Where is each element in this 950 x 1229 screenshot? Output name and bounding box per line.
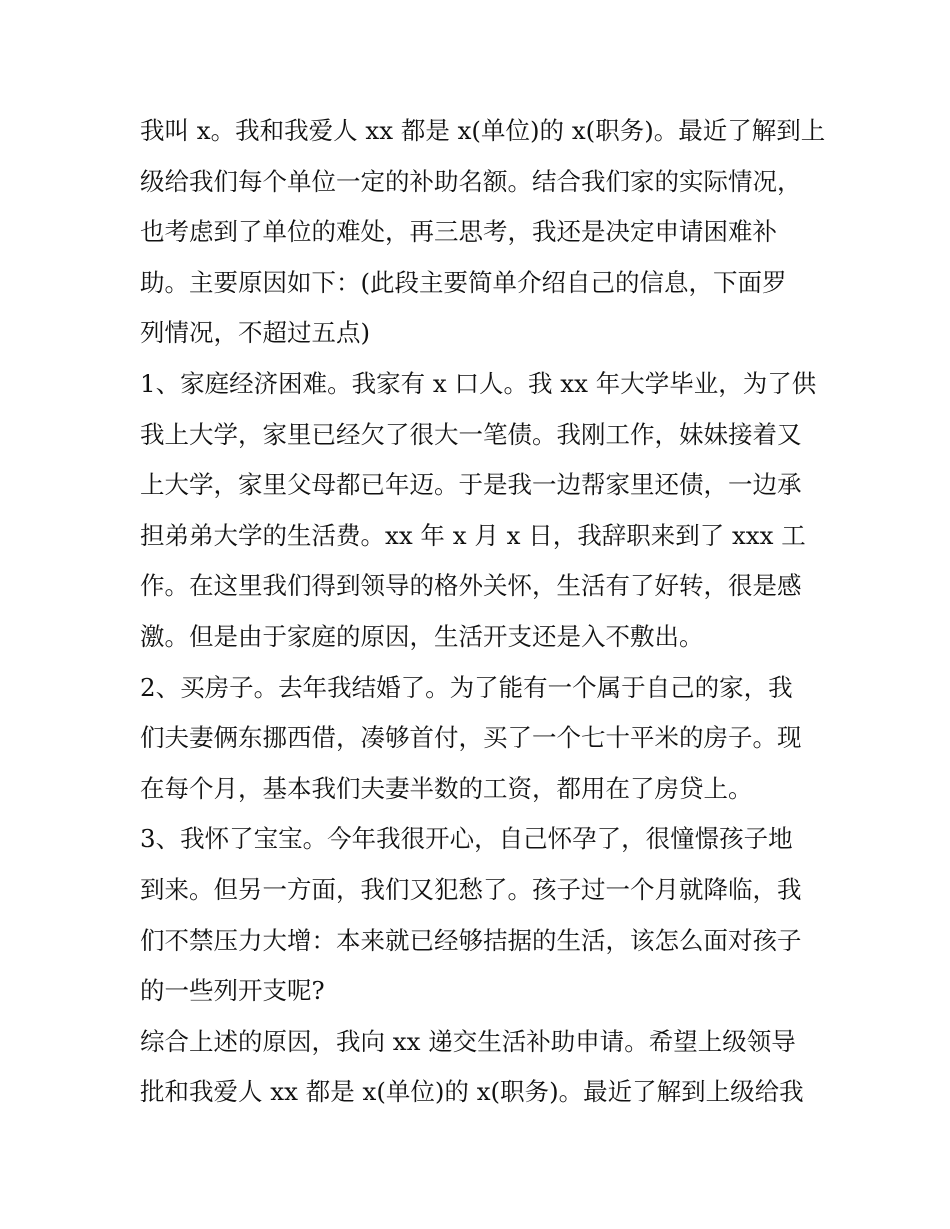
- paragraph-conclusion: [140, 1017, 830, 1118]
- text-line: 在每个月，基本我们夫妻半数的工资，都用在了房贷上。: [140, 773, 753, 803]
- text-line: 们夫妻俩东挪西借，凑够首付，买了一个七十平米的房子。现: [140, 723, 802, 753]
- paragraph-reason-1: [140, 359, 830, 663]
- text-line: 也考虑到了单位的难处，再三思考，我还是决定申请困难补: [140, 217, 777, 247]
- text-line: 担弟弟大学的生活费。xx 年 x 月 x 日，我辞职来到了 xxx 工: [140, 520, 806, 550]
- text-line: 综合上述的原因，我向 xx 递交生活补助申请。希望上级领导: [140, 1026, 796, 1056]
- text-line: 3、我怀了宝宝。今年我很开心，自己怀孕了，很憧憬孩子地: [140, 824, 793, 854]
- text-line: 级给我们每个单位一定的补助名额。结合我们家的实际情况，: [140, 166, 802, 196]
- text-line: 激。但是由于家庭的原因，生活开支还是入不敷出。: [140, 621, 704, 651]
- text-line: 们不禁压力大增：本来就已经够拮据的生活，该怎么面对孩子: [140, 925, 802, 955]
- text-line: 作。在这里我们得到领导的格外关怀，生活有了好转，很是感: [140, 571, 802, 601]
- text-line: 我叫 x。我和我爱人 xx 都是 x(单位)的 x(职务)。最近了解到上: [140, 116, 826, 145]
- paragraph-reason-2: [140, 663, 830, 815]
- text-line: 1、家庭经济困难。我家有 x 口人。我 xx 年大学毕业，为了供: [140, 368, 817, 398]
- text-line: 助。主要原因如下：(此段主要简单介绍自己的信息，下面罗: [140, 267, 787, 297]
- text-line: 2、买房子。去年我结婚了。为了能有一个属于自己的家，我: [140, 672, 793, 702]
- document-body: [140, 106, 830, 1118]
- text-line: 的一些列开支呢?: [140, 976, 325, 1006]
- paragraph-intro: [140, 106, 830, 359]
- text-line: 批和我爱人 xx 都是 x(单位)的 x(职务)。最近了解到上级给我: [140, 1077, 804, 1107]
- text-line: 上大学，家里父母都已年迈。于是我一边帮家里还债，一边承: [140, 470, 802, 500]
- text-line: 到来。但另一方面，我们又犯愁了。孩子过一个月就降临，我: [140, 874, 802, 904]
- text-line: 列情况，不超过五点): [140, 318, 371, 348]
- paragraph-reason-3: [140, 814, 830, 1016]
- text-line: 我上大学，家里已经欠了很大一笔债。我刚工作，妹妹接着又: [140, 419, 802, 449]
